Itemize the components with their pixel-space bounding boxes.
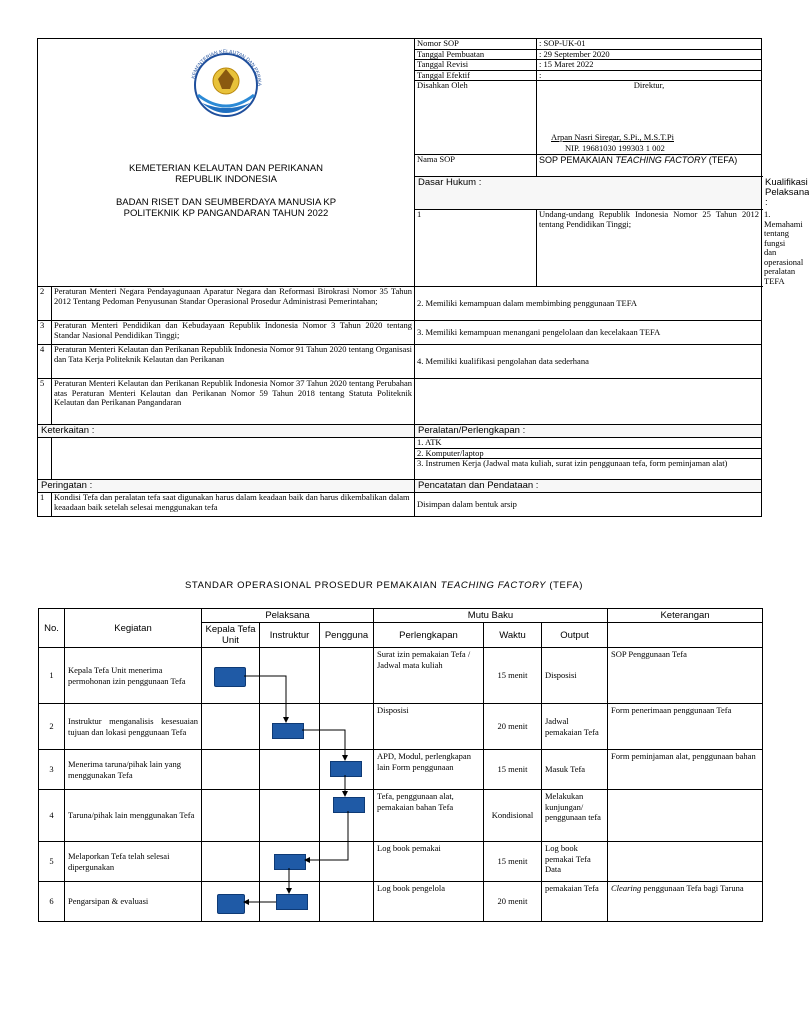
col-instruktur: Instruktur <box>260 623 320 648</box>
peralatan-title: Peralatan/Perlengkapan : <box>415 425 762 438</box>
row-no: 1 <box>39 648 65 704</box>
col-kepala: Kepala Tefa Unit <box>202 623 260 648</box>
nomor-value: : SOP-UK-01 <box>537 39 762 50</box>
row-waktu: 20 menit <box>484 704 542 750</box>
col-kegiatan: Kegiatan <box>65 609 202 648</box>
col-output: Output <box>542 623 608 648</box>
col-waktu: Waktu <box>484 623 542 648</box>
row-kegiatan: Menerima taruna/pihak lain yang menggunakan Tefa <box>65 750 202 790</box>
row-output: Jadwal pemakaian Tefa <box>542 704 608 750</box>
procedure-title: STANDAR OPERASIONAL PROSEDUR PEMAKAIAN TEACHING FACTORY (TEFA) <box>184 580 584 591</box>
col-pengguna: Pengguna <box>320 623 374 648</box>
table-row <box>39 790 763 842</box>
peringatan-title: Peringatan : <box>38 480 415 493</box>
peralatan-item: 1. ATK <box>415 438 761 449</box>
kualifikasi-empty <box>415 379 762 425</box>
flow-step-1 <box>214 667 246 687</box>
row-no: 4 <box>39 790 65 842</box>
direktur-label: Direktur, <box>633 80 665 90</box>
row-perlengkapan: Tefa, penggunaan alat, pemakaian bahan Tefa <box>374 790 484 842</box>
revisi-label: Tanggal Revisi <box>415 60 537 71</box>
procedure-table <box>38 608 763 922</box>
revisi-value: : 15 Maret 2022 <box>537 60 762 71</box>
row-output: Masuk Tefa <box>542 750 608 790</box>
table-row <box>39 704 763 750</box>
row-kegiatan: Taruna/pihak lain menggunakan Tefa <box>65 790 202 842</box>
peringatan-text: Kondisi Tefa dan peralatan tefa saat digunakan harus dalam keadaan baik dan harus dikembalikan dalam keaadaan baik setelah selesai menggunakan tefa <box>52 493 415 517</box>
dasar-item: Peraturan Menteri Kelautan dan Perikanan Republik Indonesia Nomor 37 Tahun 2020 tentang Perubahan atas Peraturan Menteri Kelautan dan Perikanan Nomor 59 Tahun 2018 tentang Statuta Politeknik Kelautan dan Perikanan Pangandaran <box>52 379 415 425</box>
dasar-item: Peraturan Menteri Negara Pendayagunaan Aparatur Negara dan Reformasi Birokrasi Nomor 35 Tahun 2012 Tentang Pedoman Penyusunan Standar Operasional Prosedur Administrasi Pemerintahan; <box>52 287 415 321</box>
dasar-no: 2 <box>38 287 52 321</box>
row-keterangan: Form peminjaman alat, penggunaan bahan <box>608 750 763 790</box>
pembuatan-value: : 29 September 2020 <box>537 49 762 60</box>
dasar-item: Undang-undang Republik Indonesia Nomor 25 Tahun 2012 tentang Pendidikan Tinggi; <box>537 210 762 287</box>
peralatan-item: 3. Instrumen Kerja (Jadwal mata kuliah, surat izin penggunaan tefa, form peminjaman alat) <box>417 458 728 468</box>
col-no: No. <box>39 609 65 648</box>
row-output: Log book pemakai Tefa Data <box>542 842 608 882</box>
efektif-value: : <box>537 70 762 81</box>
row-keterangan: Clearing penggunaan Tefa bagi Taruna <box>608 882 763 922</box>
row-perlengkapan: Disposisi <box>374 704 484 750</box>
row-kegiatan: Melaporkan Tefa telah selesai dipergunakan <box>65 842 202 882</box>
svg-text:KEMENTERIAN KELAUTAN DAN PERIK: KEMENTERIAN KELAUTAN DAN PERIKA <box>190 48 263 87</box>
row-no: 2 <box>39 704 65 750</box>
row-perlengkapan: Log book pengelola <box>374 882 484 922</box>
agency-name: BADAN RISET DAN SEUMBERDAYA MANUSIA KP <box>115 197 337 208</box>
dasar-no: 5 <box>38 379 52 425</box>
col-keterangan: Keterangan <box>608 609 763 623</box>
dasar-no: 1 <box>415 210 537 287</box>
row-output: pemakaian Tefa <box>542 882 608 922</box>
flow-step-4 <box>333 797 365 813</box>
table-row <box>39 648 763 704</box>
sop-header-table: KEMETERIAN KELAUTAN DAN PERIKANAN REPUBLIK INDONESIA BADAN RISET DAN SEUMBERDAYA MANUSIA KP POLITEKNIK KP PANGANDARAN TAHUN 2022 Nomor SOP : SOP-UK-01 Tanggal Pembuatan : 29 September 2020 Tanggal Revisi : 15 Maret 2022 Tanggal Efektif : Disahkan Oleh Direktur, Arpan Nasri Siregar, S.Pi., M.S.T.Pi NIP. 19681030 199303 1 002 Nama SOP SOP PEMAKAIAN TEACHING FACTORY (TEFA) Dasar Hukum : Kualifikasi Pelaksana : 1 Undang-undang Republik Indonesia Nomor 25 Tahun 2012 tentang Pendidikan Tinggi; 1. Memahami tentang fungsi dan operasional peralatan TEFA 2 Peraturan Menteri Negara Pendayagunaan Aparatur Negara dan Reformasi Birokrasi Nomor 35 Tahun 2012 Tentang Pedoman Penyusunan Standar Operasional Prosedur Administrasi Pemerintahan; 2. Memiliki kemampuan dalam membimbing penggunaan TEFA 3 Peraturan Menteri Pendidikan dan Kebudayaan Republik Indonesia Nomor 3 Tahun 2020 tentang Standar Nasional Pendidikan Tinggi; 3. Memiliki kemampuan menangani pengelolaan dan kecelakaan TEFA 4 Peraturan Menteri Kelautan dan Perikanan Republik Indonesia Nomor 91 Tahun 2020 tentang Organisasi dan Tata Kerja Politeknik Kelautan dan Perikanan 4. Memiliki kualifikasi pengolahan data sederhana 5 Peraturan Menteri Kelautan dan Perikanan Republik Indonesia Nomor 37 Tahun 2020 tentang Perubahan atas Peraturan Menteri Kelautan dan Perikanan Nomor 59 Tahun 2018 tentang Statuta Politeknik Kelautan dan Perikanan Pangandaran Keterkaitan : Peralatan/Perlengkapan : 1. ATK 2. Komputer/laptop 3. Instrumen Kerja (Jadwal mata kuliah, surat izin penggunaan tefa, form peminjaman alat) Peringatan : Pencatatan dan Pendataan : 1 Kondisi Tefa dan peralatan tefa saat digunakan harus dalam keadaan baik dan harus dikembalikan dalam keaadaan baik setelah selesai menggunakan tefa Disimpan dalam bentuk arsip <box>37 38 762 517</box>
row-waktu: 20 menit <box>484 882 542 922</box>
row-output: Melakukan kunjungan/ penggunaan tefa <box>542 790 608 842</box>
dasar-item: Peraturan Menteri Kelautan dan Perikanan Republik Indonesia Nomor 91 Tahun 2020 tentang Organisasi dan Tata Kerja Politeknik Kelautan dan Perikanan <box>52 345 415 379</box>
nama-sop-value: SOP PEMAKAIAN TEACHING FACTORY (TEFA) <box>537 155 762 177</box>
republic-name: REPUBLIK INDONESIA <box>175 174 277 185</box>
row-keterangan <box>608 842 763 882</box>
col-mutu: Mutu Baku <box>374 609 608 623</box>
flow-step-3 <box>330 761 362 777</box>
row-waktu: 15 menit <box>484 842 542 882</box>
keterkaitan-no <box>38 438 52 480</box>
row-perlengkapan: Log book pemakai <box>374 842 484 882</box>
efektif-label: Tanggal Efektif <box>415 70 537 81</box>
row-perlengkapan: Surat izin pemakaian Tefa / Jadwal mata kuliah <box>374 648 484 704</box>
dasar-hukum-title: Dasar Hukum : <box>415 177 762 210</box>
pencatatan-text: Disimpan dalam bentuk arsip <box>415 493 762 517</box>
peringatan-no: 1 <box>38 493 52 517</box>
ministry-name: KEMETERIAN KELAUTAN DAN PERIKANAN <box>128 163 324 174</box>
col-perlengkapan: Perlengkapan <box>374 623 484 648</box>
signer-name: Arpan Nasri Siregar, S.Pi., M.S.T.Pi <box>551 132 674 142</box>
row-no: 6 <box>39 882 65 922</box>
table-row <box>39 882 763 922</box>
row-kegiatan: Kepala Tefa Unit menerima permohonan izin penggunaan Tefa <box>65 648 202 704</box>
row-keterangan: Form penerimaan penggunaan Tefa <box>608 704 763 750</box>
pencatatan-title: Pencatatan dan Pendataan : <box>415 480 762 493</box>
dasar-item: Peraturan Menteri Pendidikan dan Kebudayaan Republik Indonesia Nomor 3 Tahun 2020 tentang Standar Nasional Pendidikan Tinggi; <box>52 321 415 345</box>
row-waktu: 15 menit <box>484 648 542 704</box>
flow-step-2 <box>272 723 304 739</box>
dasar-no: 3 <box>38 321 52 345</box>
signer-nip: NIP. 19681030 199303 1 002 <box>565 143 665 153</box>
peralatan-list <box>415 438 762 480</box>
row-keterangan: SOP Penggunaan Tefa <box>608 648 763 704</box>
table-row <box>39 750 763 790</box>
dasar-no: 4 <box>38 345 52 379</box>
row-kegiatan: Instruktur menganalisis kesesuaian tujuan dan lokasi penggunaan Tefa <box>65 704 202 750</box>
disahkan-label: Disahkan Oleh <box>415 81 537 155</box>
col-keterangan-sub <box>608 623 763 648</box>
nomor-label: Nomor SOP <box>415 39 537 50</box>
table-row <box>39 842 763 882</box>
col-pelaksana: Pelaksana <box>202 609 374 623</box>
peralatan-item: 2. Komputer/laptop <box>415 449 761 460</box>
row-no: 5 <box>39 842 65 882</box>
keterkaitan-title: Keterkaitan : <box>38 425 415 438</box>
kualifikasi-item: 3. Memiliki kemampuan menangani pengelolaan dan kecelakaan TEFA <box>415 321 762 345</box>
kualifikasi-item: 4. Memiliki kualifikasi pengolahan data sederhana <box>415 345 762 379</box>
flow-step-6b <box>276 894 308 910</box>
kualifikasi-item: 2. Memiliki kemampuan dalam membimbing penggunaan TEFA <box>415 287 762 321</box>
nama-sop-label: Nama SOP <box>415 155 537 177</box>
row-waktu: 15 menit <box>484 750 542 790</box>
ministry-logo <box>180 45 272 127</box>
flow-step-5 <box>274 854 306 870</box>
row-no: 3 <box>39 750 65 790</box>
row-perlengkapan: APD, Modul, perlengkapan lain Form penggunaan <box>374 750 484 790</box>
row-output: Disposisi <box>542 648 608 704</box>
row-keterangan <box>608 790 763 842</box>
pembuatan-label: Tanggal Pembuatan <box>415 49 537 60</box>
flow-step-6 <box>217 894 245 914</box>
row-waktu: Kondisional <box>484 790 542 842</box>
school-name: POLITEKNIK KP PANGANDARAN TAHUN 2022 <box>123 208 329 219</box>
signature-block <box>537 81 762 155</box>
row-kegiatan: Pengarsipan & evaluasi <box>65 882 202 922</box>
keterkaitan-body <box>52 438 415 480</box>
